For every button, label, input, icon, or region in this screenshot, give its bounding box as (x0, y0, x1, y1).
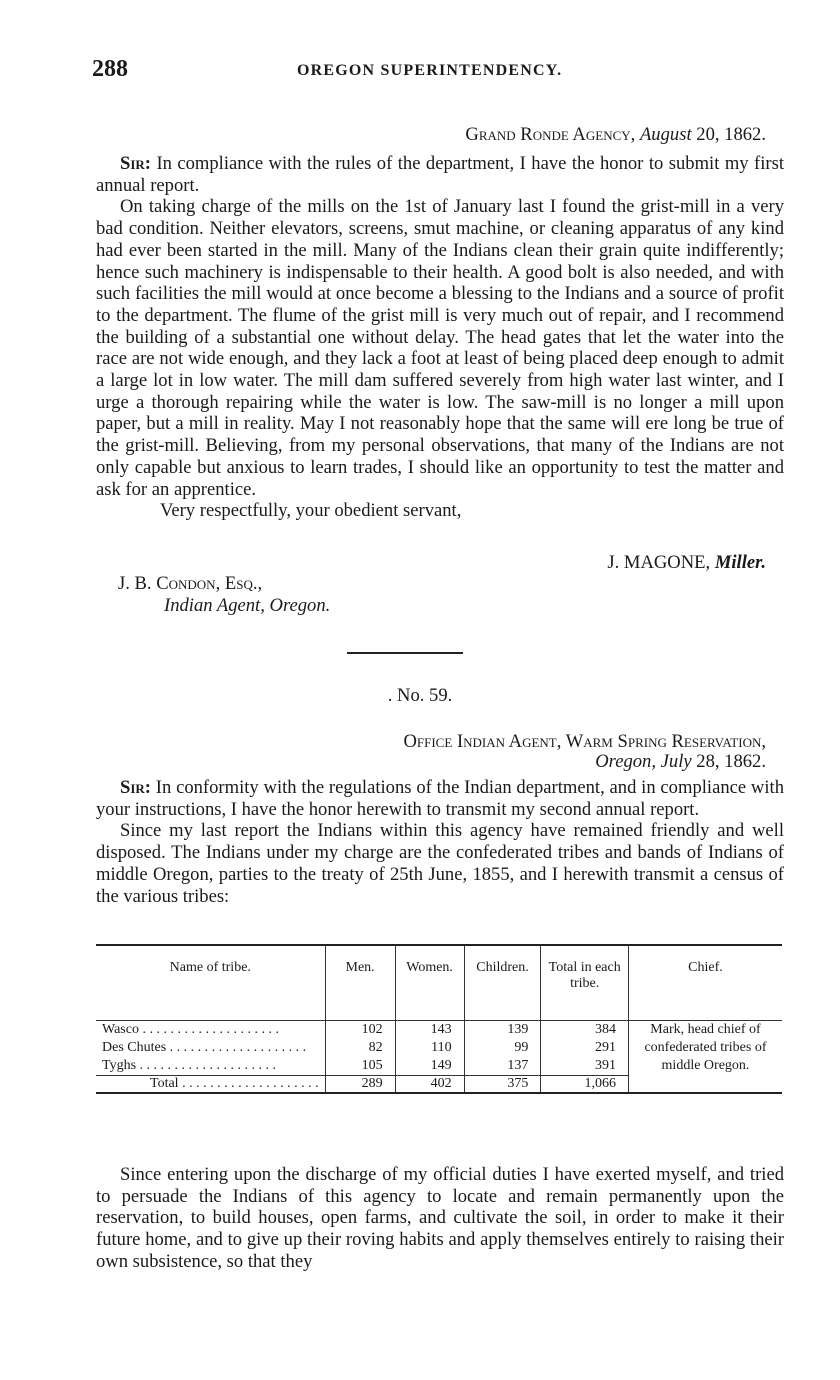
running-title: OREGON SUPERINTENDENCY. (297, 62, 563, 79)
letter2-paragraph-1 (96, 777, 784, 820)
cell-men: 82 (368, 1040, 383, 1055)
letter2-date-year: 28, 1862. (696, 751, 766, 772)
cell-women: 143 (430, 1022, 452, 1037)
letter2-salutation: Sir: (120, 777, 151, 798)
cell-total: 391 (594, 1058, 616, 1073)
total-label-cell (96, 1076, 325, 1094)
census-table (96, 944, 782, 1094)
cell-women: 110 (431, 1040, 452, 1055)
letter2-continuation (96, 1164, 784, 1273)
tribe-name: Des Chutes (102, 1040, 167, 1055)
leader-dots (136, 1058, 276, 1073)
letter2-p1-text: In conformity with the regulations of the Indian department, and in compliance with your instructions, I have the honor herewith to transmit my second annual report. (96, 777, 784, 820)
letter2-intro (96, 777, 784, 907)
letter1-place: Grand Ronde Agency, (465, 124, 636, 145)
cell-children: 139 (507, 1022, 529, 1037)
letter2-date-month: July (660, 751, 692, 772)
letter2-paragraph-2: Since my last report the Indians within this agency have remained friendly and well disposed. The Indians under my charge are the confederated tribes and bands of Indians of middle Oregon, parties to the treaty of 25th June, 1855, and I herewith transmit a census of the various tribes: (96, 820, 784, 907)
header-chief: Chief. (628, 945, 782, 1021)
letter1-body (96, 153, 784, 522)
letter2-heading-text: Office Indian Agent, Warm Spring Reservation, (403, 731, 766, 752)
total-children: 375 (464, 1076, 541, 1094)
total-grand: 1,066 (541, 1076, 629, 1094)
addressee-name (118, 573, 262, 595)
letter1-signature (607, 552, 766, 574)
letter1-date-month: August (639, 124, 692, 145)
chief-cell: Mark, head chief of confederated tribes of middle Oregon. (628, 1021, 782, 1094)
children-values (464, 1021, 541, 1076)
letter1-closing: Very respectfully, your obedient servant, (160, 500, 462, 522)
total-label: Total (150, 1076, 179, 1091)
total-values (541, 1021, 629, 1076)
section-divider (347, 652, 463, 654)
letter1-paragraph-1 (96, 153, 784, 196)
signature-name: J. MAGONE, (607, 552, 711, 573)
header-women: Women. (395, 945, 464, 1021)
letter1-dateline (465, 124, 766, 146)
addressee-title: Indian Agent, Oregon. (164, 595, 331, 616)
header-men: Men. (325, 945, 395, 1021)
addressee-name-text: J. B. Condon, Esq., (118, 573, 263, 594)
total-women: 402 (395, 1076, 464, 1094)
leader-dots (139, 1022, 279, 1037)
cell-men: 102 (361, 1022, 383, 1037)
letter2-place: Oregon, (595, 751, 656, 772)
header-total: Total in each tribe. (541, 945, 629, 1021)
leader-dots (166, 1040, 306, 1055)
tribe-names (96, 1021, 325, 1076)
census-header-row (96, 945, 782, 1021)
cell-children: 99 (514, 1040, 529, 1055)
men-values (325, 1021, 395, 1076)
cell-total: 291 (594, 1040, 616, 1055)
page-number: 288 (92, 56, 128, 82)
letter1-date-year: 20, 1862. (696, 124, 766, 145)
cell-total: 384 (594, 1022, 616, 1037)
total-men: 289 (325, 1076, 395, 1094)
letter2-paragraph-3: Since entering upon the discharge of my official duties I have exerted myself, and tried to persuade the Indians of this agency to locate and remain permanently upon the reservation, to build houses, open farms, and cultivate the soil, in order to make it their future home, and to give up their roving habits and apply themselves entirely to raising their own subsistence, so that they (96, 1164, 784, 1272)
letter2-heading (403, 731, 766, 753)
header-children: Children. (464, 945, 541, 1021)
running-header (92, 56, 782, 86)
cell-children: 137 (507, 1058, 529, 1073)
letter2-dateline (595, 751, 766, 773)
letter1-p1-text: In compliance with the rules of the department, I have the honor to submit my first annual report. (96, 153, 784, 196)
leader-dots (179, 1076, 319, 1091)
women-values (395, 1021, 464, 1076)
header-name-of-tribe: Name of tribe. (169, 960, 251, 975)
cell-women: 149 (430, 1058, 452, 1073)
census-data-row (96, 1021, 782, 1076)
letter2-number: . No. 59. (387, 685, 453, 706)
letter1-salutation: Sir: (120, 153, 151, 174)
signature-title: Miller. (714, 552, 766, 573)
cell-men: 105 (361, 1058, 383, 1073)
tribe-name: Wasco (102, 1022, 139, 1037)
letter1-paragraph-2: On taking charge of the mills on the 1st of January last I found the grist-mill in a very bad condition. Neither elevators, screens, smut machine, or cleaning apparatus of any kind had ever been started in the mill. Many of the Indians clean their grain quite indifferently; hence such machinery is indispensable to their health. A good bolt is also needed, and with such facilities the mill would at once become a blessing to the Indians and a source of profit to the department. The flume of the grist mill is very much out of repair, and I recommend the building of a substantial one without delay. The head gates that let the water into the race are not wide enough, and they lack a foot at least of being placed deep enough to admit a large lot in low water. The mill dam suffered severely from high water last winter, and I urge a thorough repairing while the water is low. The saw-mill is no longer a mill upon paper, but a mill in reality. May I not reasonably hope that the same will ere long be true of the grist-mill. Believing, from my personal observations, that many of the Indians are not only capable but anxious to learn trades, I should like an opportunity to test the matter and ask for an apprentice. (96, 196, 784, 500)
tribe-name: Tyghs (102, 1058, 137, 1073)
